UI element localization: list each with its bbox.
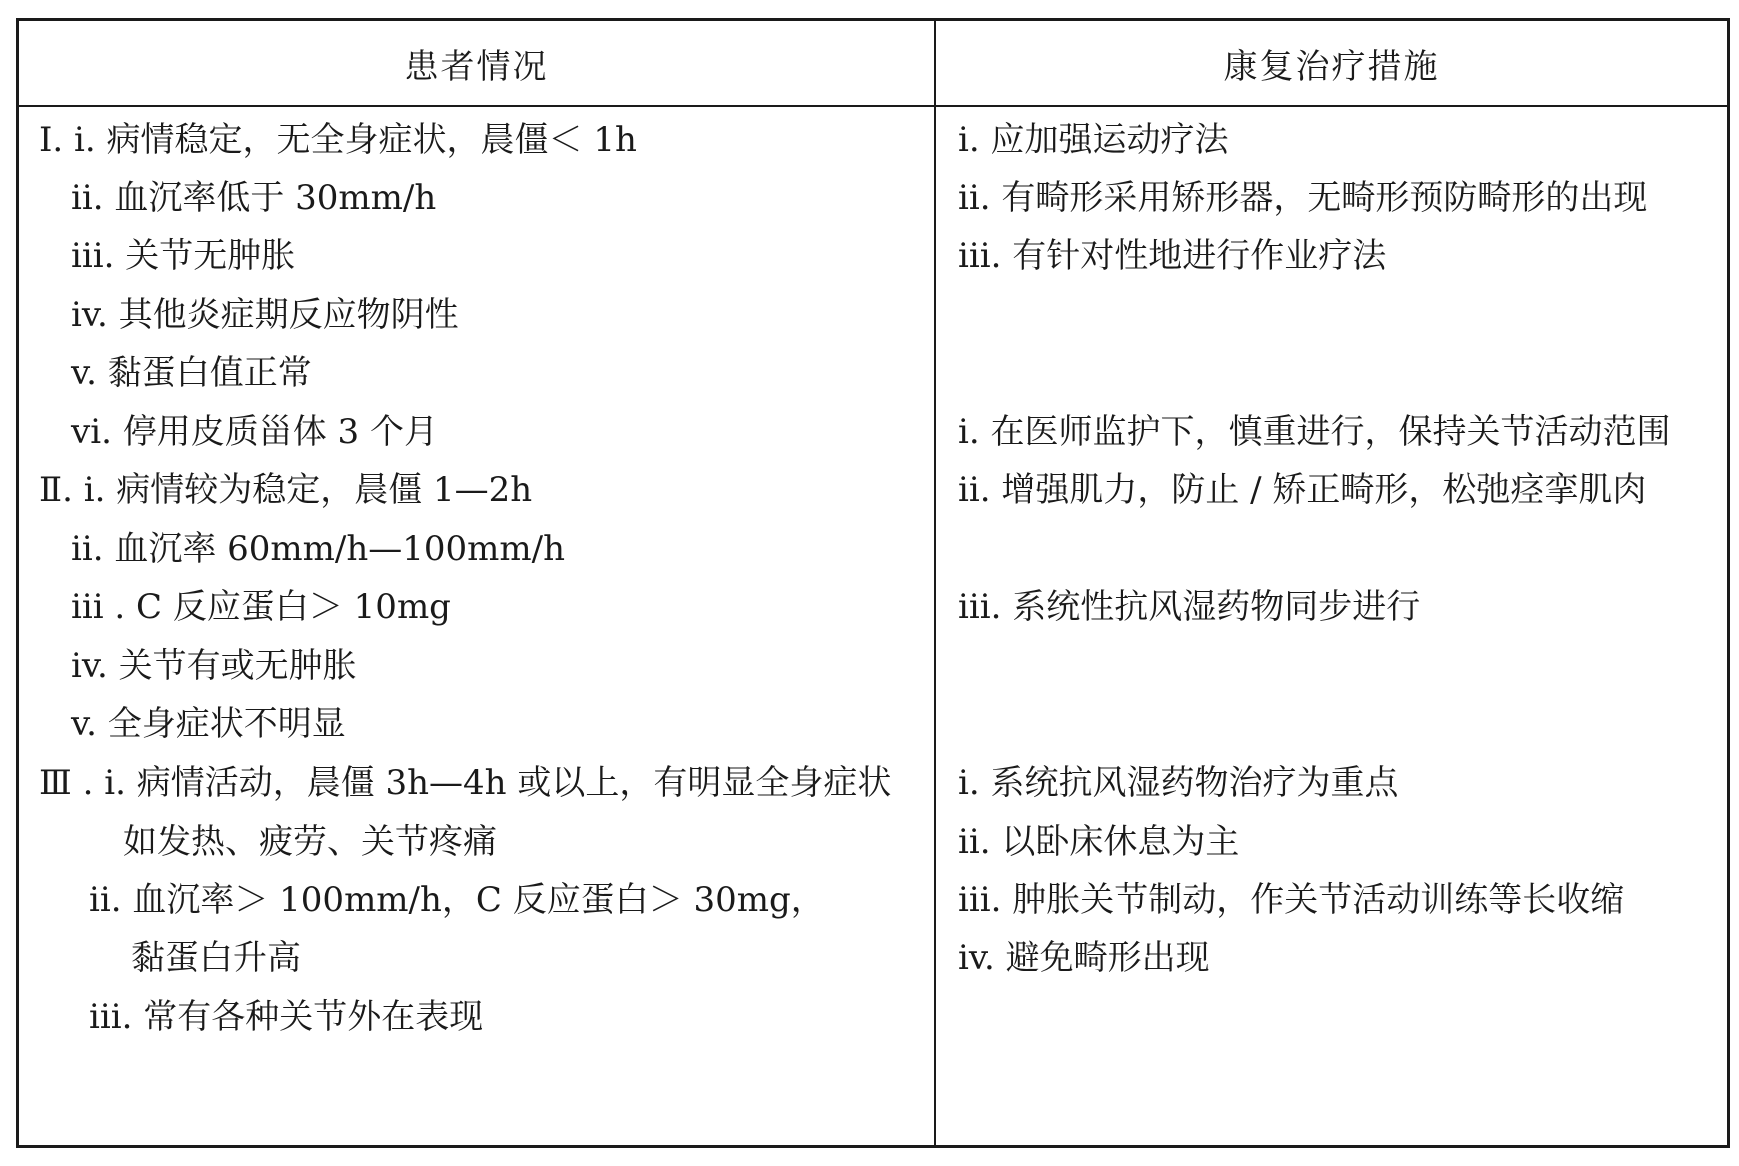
condition-line: iii. 关节无肿胀 — [71, 236, 296, 276]
treatment-line: iv. 避免畸形出现 — [958, 938, 1210, 978]
treatment-measures-column — [936, 107, 1727, 1145]
treatment-line: i. 应加强运动疗法 — [958, 120, 1229, 160]
condition-line: v. 黏蛋白值正常 — [71, 353, 312, 393]
condition-line: 如发热、疲劳、关节疼痛 — [123, 822, 497, 862]
treatment-line: i. 系统抗风湿药物治疗为重点 — [958, 763, 1399, 803]
condition-line: Ⅲ . i. 病情活动，晨僵 3h—4h 或以上，有明显全身症状 — [39, 763, 892, 803]
rehab-table — [16, 18, 1730, 1148]
header-patient-condition: 患者情况 — [404, 46, 549, 87]
condition-line: 黏蛋白升高 — [131, 938, 301, 978]
treatment-line: iii. 有针对性地进行作业疗法 — [958, 236, 1387, 276]
patient-condition-column — [19, 107, 934, 1145]
condition-line: ii. 血沉率＞ 100mm/h，C 反应蛋白＞ 30mg， — [89, 880, 825, 920]
condition-line: iii . C 反应蛋白＞ 10mg — [71, 587, 451, 627]
condition-line: Ⅱ. i. 病情较为稳定，晨僵 1—2h — [39, 470, 533, 510]
condition-line: Ⅰ. i. 病情稳定，无全身症状，晨僵＜ 1h — [39, 120, 637, 160]
condition-line: iv. 其他炎症期反应物阴性 — [71, 295, 459, 335]
condition-line: ii. 血沉率低于 30mm/h — [71, 178, 437, 218]
treatment-line: ii. 以卧床休息为主 — [958, 822, 1240, 862]
condition-line: ii. 血沉率 60mm/h—100mm/h — [71, 529, 565, 569]
condition-line: vi. 停用皮质甾体 3 个月 — [71, 412, 438, 452]
header-treatment-measures: 康复治疗措施 — [1223, 46, 1440, 87]
condition-line: iii. 常有各种关节外在表现 — [89, 997, 484, 1037]
condition-line: v. 全身症状不明显 — [71, 704, 346, 744]
condition-line: iv. 关节有或无肿胀 — [71, 646, 357, 686]
treatment-line: ii. 增强肌力，防止 / 矫正畸形，松弛痉挛肌肉 — [958, 470, 1647, 510]
treatment-line: iii. 肿胀关节制动，作关节活动训练等长收缩 — [958, 880, 1625, 920]
treatment-line: ii. 有畸形采用矫形器，无畸形预防畸形的出现 — [958, 178, 1648, 218]
treatment-line: i. 在医师监护下，慎重进行，保持关节活动范围 — [958, 412, 1671, 452]
treatment-line: iii. 系统性抗风湿药物同步进行 — [958, 587, 1421, 627]
